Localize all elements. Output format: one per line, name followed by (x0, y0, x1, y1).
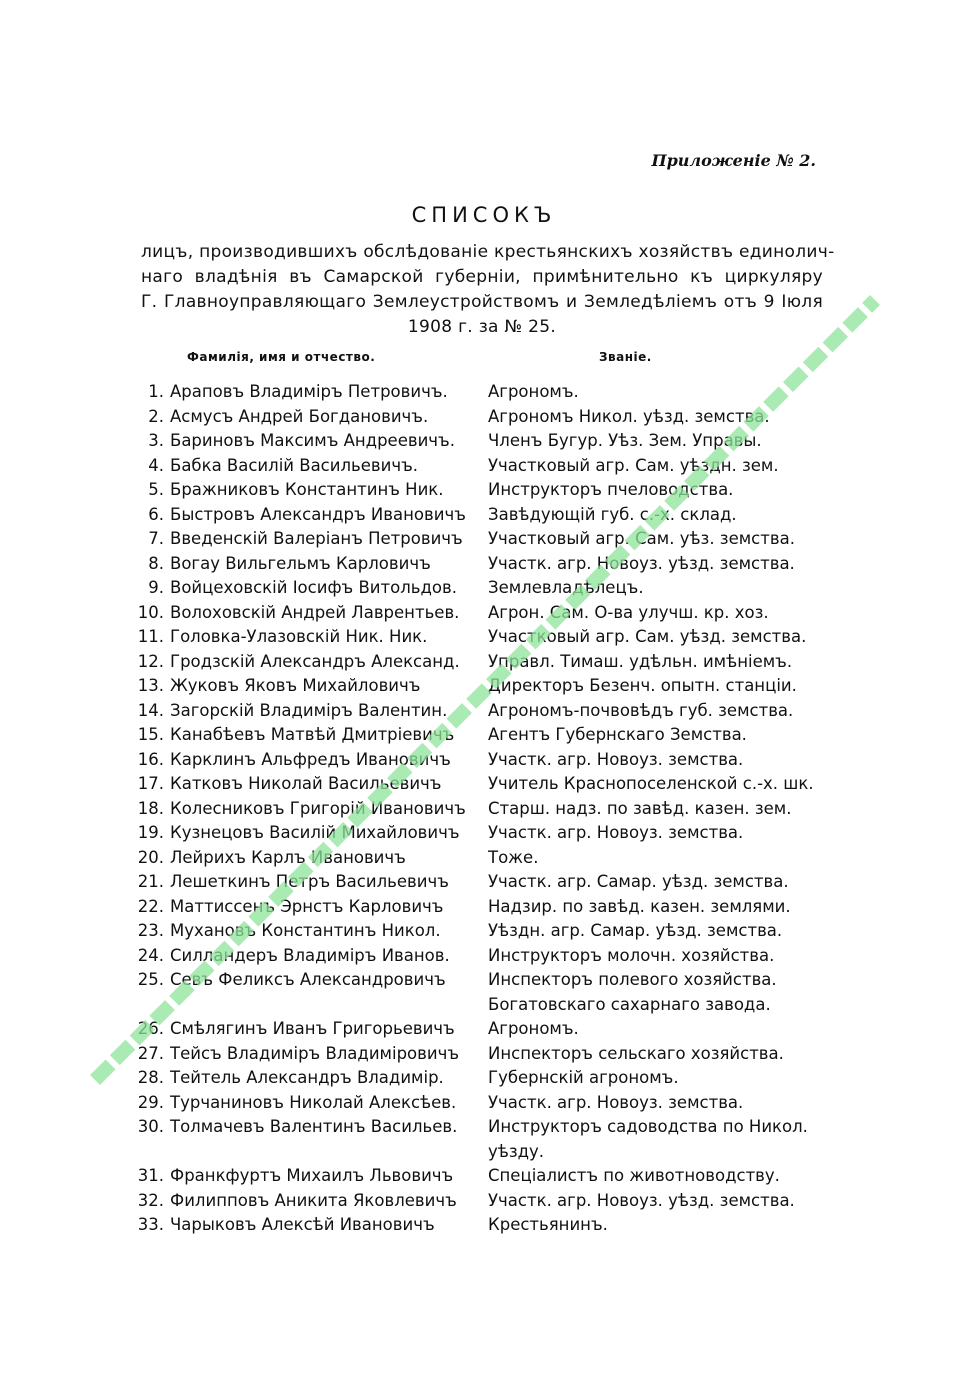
row-number: 24. (137, 945, 164, 965)
row-person-name: Бабка Василій Васильевичъ. (170, 455, 418, 475)
list-row (128, 699, 828, 724)
row-rank: Членъ Бугур. Уѣз. Зем. Управы. (488, 431, 762, 450)
subtitle-line: наго владѣнія въ Самарской губерніи, примѣнительно къ циркуляру (141, 267, 823, 287)
list-row (128, 723, 828, 748)
row-rank: Инспекторъ полевого хозяйства. (488, 970, 777, 989)
row-person-name: Маттиссенъ Эрнстъ Карловичъ (170, 896, 444, 916)
row-rank: Инспекторъ сельскаго хозяйства. (488, 1043, 784, 1063)
row-number: 4. (148, 455, 164, 475)
row-person-name: Гродзскій Александръ Александ. (170, 651, 460, 671)
row-number: 5. (148, 480, 164, 499)
row-person-name: Быстровъ Александръ Ивановичъ (170, 504, 466, 524)
row-person-name: Лешеткинъ Петръ Васильевичъ (170, 872, 449, 891)
row-person-name: Силландеръ Владиміръ Иванов. (170, 945, 450, 965)
row-person-name: Асмусъ Андрей Богдановичъ. (170, 406, 429, 426)
row-rank: Инструкторъ пчеловодства. (488, 480, 734, 499)
person-list (128, 380, 828, 1238)
appendix-label: Приложеніе № 2. (651, 151, 816, 170)
list-row (128, 576, 828, 601)
list-row (128, 944, 828, 969)
row-number: 22. (137, 896, 164, 916)
row-number: 6. (148, 504, 164, 524)
list-row (128, 821, 828, 846)
row-rank: Управл. Тимаш. удѣльн. имѣніемъ. (488, 651, 793, 671)
list-row (128, 650, 828, 675)
row-person-name: Головка-Улазовскій Ник. Ник. (170, 627, 428, 646)
list-row (128, 895, 828, 920)
row-person-name: Франкфуртъ Михаилъ Львовичъ (170, 1166, 454, 1185)
list-row (128, 552, 828, 577)
row-number: 19. (137, 823, 164, 842)
subtitle-line: лицъ, производившихъ обслѣдованіе крестьянскихъ хозяйствъ единолич- (141, 242, 835, 262)
row-person-name: Лейрихъ Карлъ Ивановичъ (170, 847, 406, 867)
row-number: 28. (137, 1068, 164, 1087)
row-number: 32. (137, 1190, 164, 1210)
document-subtitle (141, 240, 835, 340)
row-rank: Участковый агр. Сам. уѣздн. зем. (488, 455, 779, 475)
row-number: 30. (137, 1117, 164, 1136)
row-rank: Инструкторъ молочн. хозяйства. (488, 945, 775, 965)
row-number: 29. (137, 1092, 164, 1112)
list-row (128, 1091, 828, 1116)
row-person-name: Турчаниновъ Николай Алексѣев. (170, 1092, 457, 1112)
list-row (128, 870, 828, 895)
row-rank: Завѣдующій губ. с.-х. склад. (488, 504, 737, 524)
row-number: 20. (137, 847, 164, 867)
list-row (128, 993, 828, 1018)
document-title: СПИСОКЪ (411, 203, 557, 227)
row-person-name: Вогау Вильгельмъ Карловичъ (170, 553, 431, 573)
row-number: 1. (148, 382, 164, 401)
row-rank: Участк. агр. Новоуз. земства. (488, 823, 744, 842)
list-row (128, 601, 828, 626)
list-row (128, 1164, 828, 1189)
row-number: 7. (148, 529, 164, 548)
list-row (128, 1042, 828, 1067)
row-person-name: Бражниковъ Константинъ Ник. (170, 480, 444, 499)
row-number: 25. (137, 970, 164, 989)
row-person-name: Тейсъ Владиміръ Владиміровичъ (170, 1043, 460, 1063)
row-person-name: Введенскій Валеріанъ Петровичъ (170, 529, 463, 548)
list-row (128, 1189, 828, 1214)
row-person-name: Чарыковъ Алексѣй Ивановичъ (170, 1215, 435, 1234)
row-number: 26. (137, 1019, 164, 1038)
row-person-name: Колесниковъ Григорій Ивановичъ (170, 798, 466, 818)
row-number: 14. (137, 700, 164, 720)
list-row (128, 625, 828, 650)
row-person-name: Толмачевъ Валентинъ Васильев. (170, 1117, 458, 1136)
list-row (128, 380, 828, 405)
row-rank: Надзир. по завѣд. казен. землями. (488, 896, 791, 916)
row-number: 9. (148, 578, 164, 597)
row-person-name: Войцеховскій Іосифъ Витольдов. (170, 578, 457, 597)
row-person-name: Мухановъ Константинъ Никол. (170, 921, 441, 940)
row-number: 12. (137, 651, 164, 671)
column-header-rank: Званіе. (599, 350, 652, 364)
row-person-name (170, 993, 488, 1018)
row-rank: Участк. агр. Новоуз. уѣзд. земства. (488, 1190, 795, 1210)
row-rank: Богатовскаго сахарнаго завода. (488, 994, 771, 1014)
row-person-name: Смѣлягинъ Иванъ Григорьевичъ (170, 1019, 455, 1038)
row-number: 33. (137, 1215, 164, 1234)
row-person-name (170, 1140, 488, 1165)
list-row (128, 1140, 828, 1165)
subtitle-line: Г. Главноуправляющаго Землеустройствомъ и Земледѣліемъ отъ 9 Іюля (141, 292, 823, 312)
row-number: 21. (137, 872, 164, 891)
row-person-name: Карклинъ Альфредъ Ивановичъ (170, 749, 451, 769)
list-row (128, 1115, 828, 1140)
row-person-name: Араповъ Владиміръ Петровичъ. (170, 382, 448, 401)
row-number: 3. (148, 431, 164, 450)
list-row (128, 919, 828, 944)
row-rank: Учитель Краснопоселенской с.-х. шк. (488, 774, 814, 793)
row-number (128, 1140, 170, 1165)
row-number: 17. (137, 774, 164, 793)
row-person-name: Кузнецовъ Василій Михайловичъ (170, 823, 460, 842)
row-person-name: Тейтель Александръ Владимір. (170, 1068, 444, 1087)
row-rank: Землевладѣлецъ. (488, 578, 644, 597)
row-rank: Агрон. Сам. О-ва улучш. кр. хоз. (488, 602, 769, 622)
row-number: 15. (137, 725, 164, 744)
list-row (128, 405, 828, 430)
row-rank: Спеціалистъ по животноводству. (488, 1166, 780, 1185)
subtitle-line: 1908 г. за № 25. (407, 317, 557, 337)
row-rank: Агрономъ. (488, 1019, 579, 1038)
row-number: 18. (137, 798, 164, 818)
row-number: 23. (137, 921, 164, 940)
row-rank: Участк. агр. Новоуз. уѣзд. земства. (488, 553, 795, 573)
list-row (128, 503, 828, 528)
row-rank: Крестьянинъ. (488, 1215, 608, 1234)
row-person-name: Загорскій Владиміръ Валентин. (170, 700, 448, 720)
row-rank: Агентъ Губернскаго Земства. (488, 725, 747, 744)
row-rank: Тоже. (488, 847, 539, 867)
row-rank: Участк. агр. Новоуз. земства. (488, 1092, 744, 1112)
row-rank: Участк. агр. Самар. уѣзд. земства. (488, 872, 789, 891)
row-person-name: Филипповъ Аникита Яковлевичъ (170, 1190, 457, 1210)
row-number: 27. (137, 1043, 164, 1063)
row-number: 8. (148, 553, 164, 573)
list-row (128, 1066, 828, 1091)
row-rank: Участковый агр. Сам. уѣзд. земства. (488, 627, 807, 646)
row-number (128, 993, 170, 1018)
list-row (128, 674, 828, 699)
row-number: 11. (137, 627, 164, 646)
column-header-name: Фамилія, имя и отчество. (187, 350, 376, 364)
row-rank: Агрономъ. (488, 382, 579, 401)
row-person-name: Канабѣевъ Матвѣй Дмитріевичъ (170, 725, 455, 744)
row-person-name: Волоховскій Андрей Лаврентьев. (170, 602, 460, 622)
row-number: 13. (137, 676, 164, 695)
row-rank: Агрономъ Никол. уѣзд. земства. (488, 406, 770, 426)
row-number: 2. (148, 406, 164, 426)
row-person-name: Жуковъ Яковъ Михайловичъ (170, 676, 421, 695)
row-person-name: Бариновъ Максимъ Андреевичъ. (170, 431, 455, 450)
list-row (128, 1213, 828, 1238)
row-rank: Губернскій агрономъ. (488, 1068, 679, 1087)
row-rank: Уѣздн. агр. Самар. уѣзд. земства. (488, 921, 783, 940)
row-rank: Директоръ Безенч. опытн. станціи. (488, 676, 797, 695)
row-rank: Участковый агр. Сам. уѣз. земства. (488, 529, 795, 548)
list-row (128, 772, 828, 797)
list-row (128, 748, 828, 773)
row-number: 31. (137, 1166, 164, 1185)
list-row (128, 429, 828, 454)
row-number: 10. (137, 602, 164, 622)
row-rank: Инструкторъ садоводства по Никол. (488, 1117, 808, 1136)
row-number: 16. (137, 749, 164, 769)
list-row (128, 478, 828, 503)
row-rank: уѣзду. (488, 1141, 545, 1161)
list-row (128, 1017, 828, 1042)
row-person-name: Катковъ Николай Васильевичъ (170, 774, 442, 793)
list-row (128, 797, 828, 822)
list-row (128, 454, 828, 479)
row-rank: Старш. надз. по завѣд. казен. зем. (488, 798, 792, 818)
row-rank: Агрономъ-почвовѣдъ губ. земства. (488, 700, 794, 720)
list-row (128, 527, 828, 552)
row-rank: Участк. агр. Новоуз. земства. (488, 749, 744, 769)
list-row (128, 846, 828, 871)
list-row (128, 968, 828, 993)
row-person-name: Севъ Феликсъ Александровичъ (170, 970, 446, 989)
